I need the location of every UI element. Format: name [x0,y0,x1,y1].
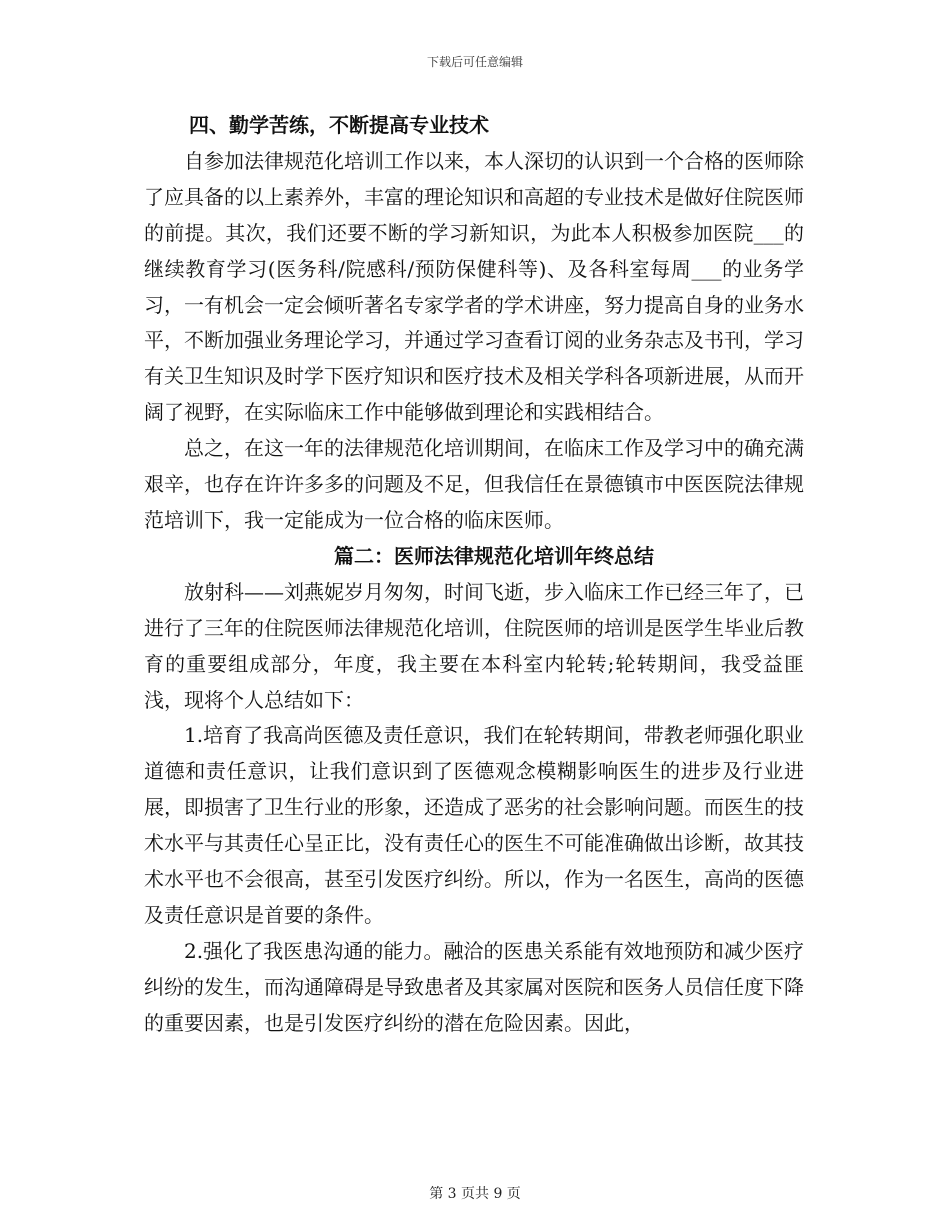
paragraph: 2.强化了我医患沟通的能力。融洽的医患关系能有效地预防和减少医疗纠纷的发生，而沟通障碍是导致患者及其家属对医院和医务人员信任度下降的重要因素，也是引发医疗纠纷的潜在危险因素。因此， [144,938,804,1035]
part-title: 篇二：医师法律规范化培训年终总结 [334,543,654,568]
page-footer: 第 3 页共 9 页 [429,1186,521,1202]
page-header: 下载后可任意编辑 [426,55,523,69]
document-body [144,108,804,1042]
paragraph: 1.培育了我高尚医德及责任意识，我们在轮转期间，带教老师强化职业道德和责任意识，让我们意识到了医德观念模糊影响医生的进步及行业进展，即损害了卫生行业的形象，还造成了恶劣的社会影响问题。而医生的技术水平与其责任心呈正比，没有责任心的医生不可能准确做出诊断，故其技术水平也不会很高，甚至引发医疗纠纷。所以，作为一名医生，高尚的医德及责任意识是首要的条件。 [144,723,804,927]
paragraph: 自参加法律规范化培训工作以来，本人深切的认识到一个合格的医师除了应具备的以上素养外，丰富的理论知识和高超的专业技术是做好住院医师的前提。其次，我们还要不断的学习新知识，为此本人积极参加医院___的继续教育学习(医务科/院感科/预防保健科等)、及各科室每周___的业务学习，一有机会一定会倾听著名专家学者的学术讲座，努力提高自身的业务水平，不断加强业务理论学习，并通过学习查看订阅的业务杂志及书刊，学习有关卫生知识及时学下医疗知识和医疗技术及相关学科各项新进展，从而开阔了视野，在实际临床工作中能够做到理论和实践相结合。 [144,148,804,425]
paragraph: 放射科——刘燕妮岁月匆匆，时间飞逝，步入临床工作已经三年了，已进行了三年的住院医师法律规范化培训，住院医师的培训是医学生毕业后教育的重要组成部分，年度，我主要在本科室内轮转;轮转期间，我受益匪浅，现将个人总结如下： [144,579,804,712]
section-heading: 四、勤学苦练，不断提高专业技术 [189,113,489,137]
paragraph: 总之，在这一年的法律规范化培训期间，在临床工作及学习中的确充满艰辛，也存在许许多多的问题及不足，但我信任在景德镇市中医医院法律规范培训下，我一定能成为一位合格的临床医师。 [144,436,804,532]
